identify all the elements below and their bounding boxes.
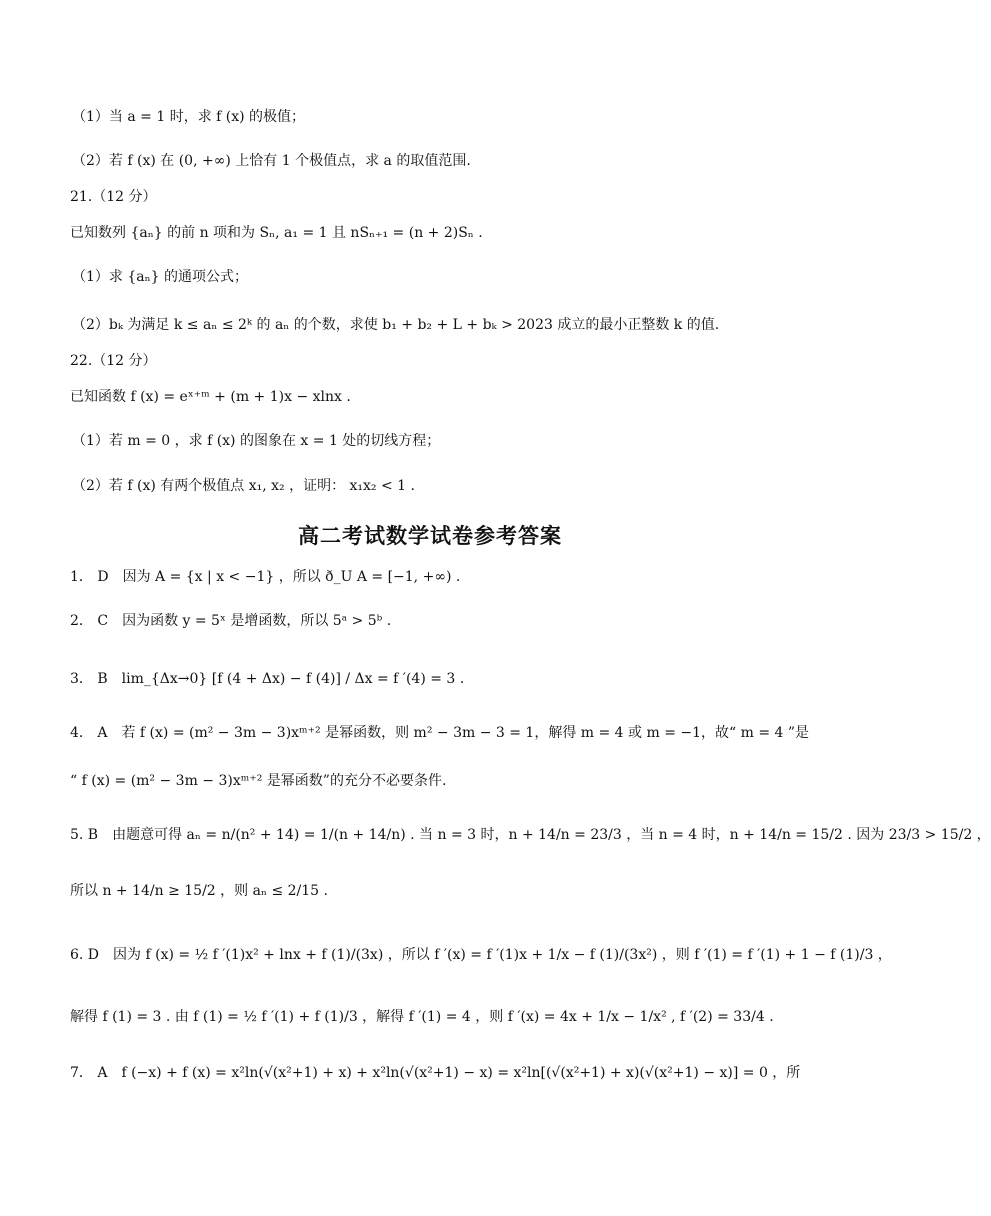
p22-heading: 22.（12 分） bbox=[70, 353, 157, 369]
answer-7: 7． A f (−x) + f (x) = x²ln(√(x²+1) + x) + x²ln(√(x²+1) − x) = x²ln[(√(x²+1) + x)(√(x²+1) − x)] = 0 ，所 bbox=[70, 1065, 801, 1081]
answer-6-line1: 6. D 因为 f (x) = ½ f ′(1)x² + lnx + f (1)/(3x) ，所以 f ′(x) = f ′(1)x + 1/x − f (1)/(3x²) ，则 f ′(1) = f ′(1) + 1 − f (1)/3 ， bbox=[70, 947, 892, 963]
answer-5-line1: 5. B 由题意可得 aₙ = n/(n² + 14) = 1/(n + 14/n) . 当 n = 3 时，n + 14/n = 23/3 ，当 n = 4 时，n + 14/n = 15/2 . 因为 23/3 > 15/2 ， bbox=[70, 827, 991, 843]
answer-2: 2． C 因为函数 y = 5ˣ 是增函数，所以 5ᵃ > 5ᵇ . bbox=[70, 613, 392, 629]
answers-title: 高二考试数学试卷参考答案 bbox=[298, 524, 562, 548]
answer-1: 1． D 因为 A = {x | x < −1} ，所以 ð_U A = [−1, +∞) . bbox=[70, 569, 461, 585]
answer-3: 3． B lim_{Δx→0} [f (4 + Δx) − f (4)] / Δx = f ′(4) = 3 . bbox=[70, 671, 465, 687]
p22-part1: （1）若 m = 0 ，求 f (x) 的图象在 x = 1 处的切线方程； bbox=[72, 433, 441, 449]
answer-4-line2: “ f (x) = (m² − 3m − 3)xᵐ⁺² 是幂函数”的充分不必要条件. bbox=[70, 773, 447, 789]
p20-part2: （2）若 f (x) 在 (0, +∞) 上恰有 1 个极值点，求 a 的取值范围. bbox=[72, 153, 471, 169]
answer-5-line2: 所以 n + 14/n ≥ 15/2 ，则 aₙ ≤ 2/15 . bbox=[70, 883, 328, 899]
p21-heading: 21.（12 分） bbox=[70, 189, 157, 205]
p22-part2: （2）若 f (x) 有两个极值点 x₁, x₂ ，证明： x₁x₂ < 1 . bbox=[72, 478, 415, 494]
answer-4-line1: 4． A 若 f (x) = (m² − 3m − 3)xᵐ⁺² 是幂函数，则 m² − 3m − 3 = 1，解得 m = 4 或 m = −1，故“ m = 4 ”是 bbox=[70, 725, 810, 741]
p21-part2: （2）bₖ 为满足 k ≤ aₙ ≤ 2ᵏ 的 aₙ 的个数，求使 b₁ + b₂ + L + bₖ > 2023 成立的最小正整数 k 的值. bbox=[72, 317, 720, 333]
p21-stem: 已知数列 {aₙ} 的前 n 项和为 Sₙ, a₁ = 1 且 nSₙ₊₁ = (n + 2)Sₙ . bbox=[70, 225, 483, 241]
p22-stem: 已知函数 f (x) = eˣ⁺ᵐ + (m + 1)x − xlnx . bbox=[70, 389, 351, 405]
answer-6-line2: 解得 f (1) = 3 . 由 f (1) = ½ f ′(1) + f (1)/3 ，解得 f ′(1) = 4 ，则 f ′(x) = 4x + 1/x − 1/x² , f ′(2) = 33/4 . bbox=[70, 1009, 774, 1025]
p20-part1: （1）当 a = 1 时，求 f (x) 的极值； bbox=[72, 109, 306, 125]
p21-part1: （1）求 {aₙ} 的通项公式； bbox=[72, 269, 249, 285]
